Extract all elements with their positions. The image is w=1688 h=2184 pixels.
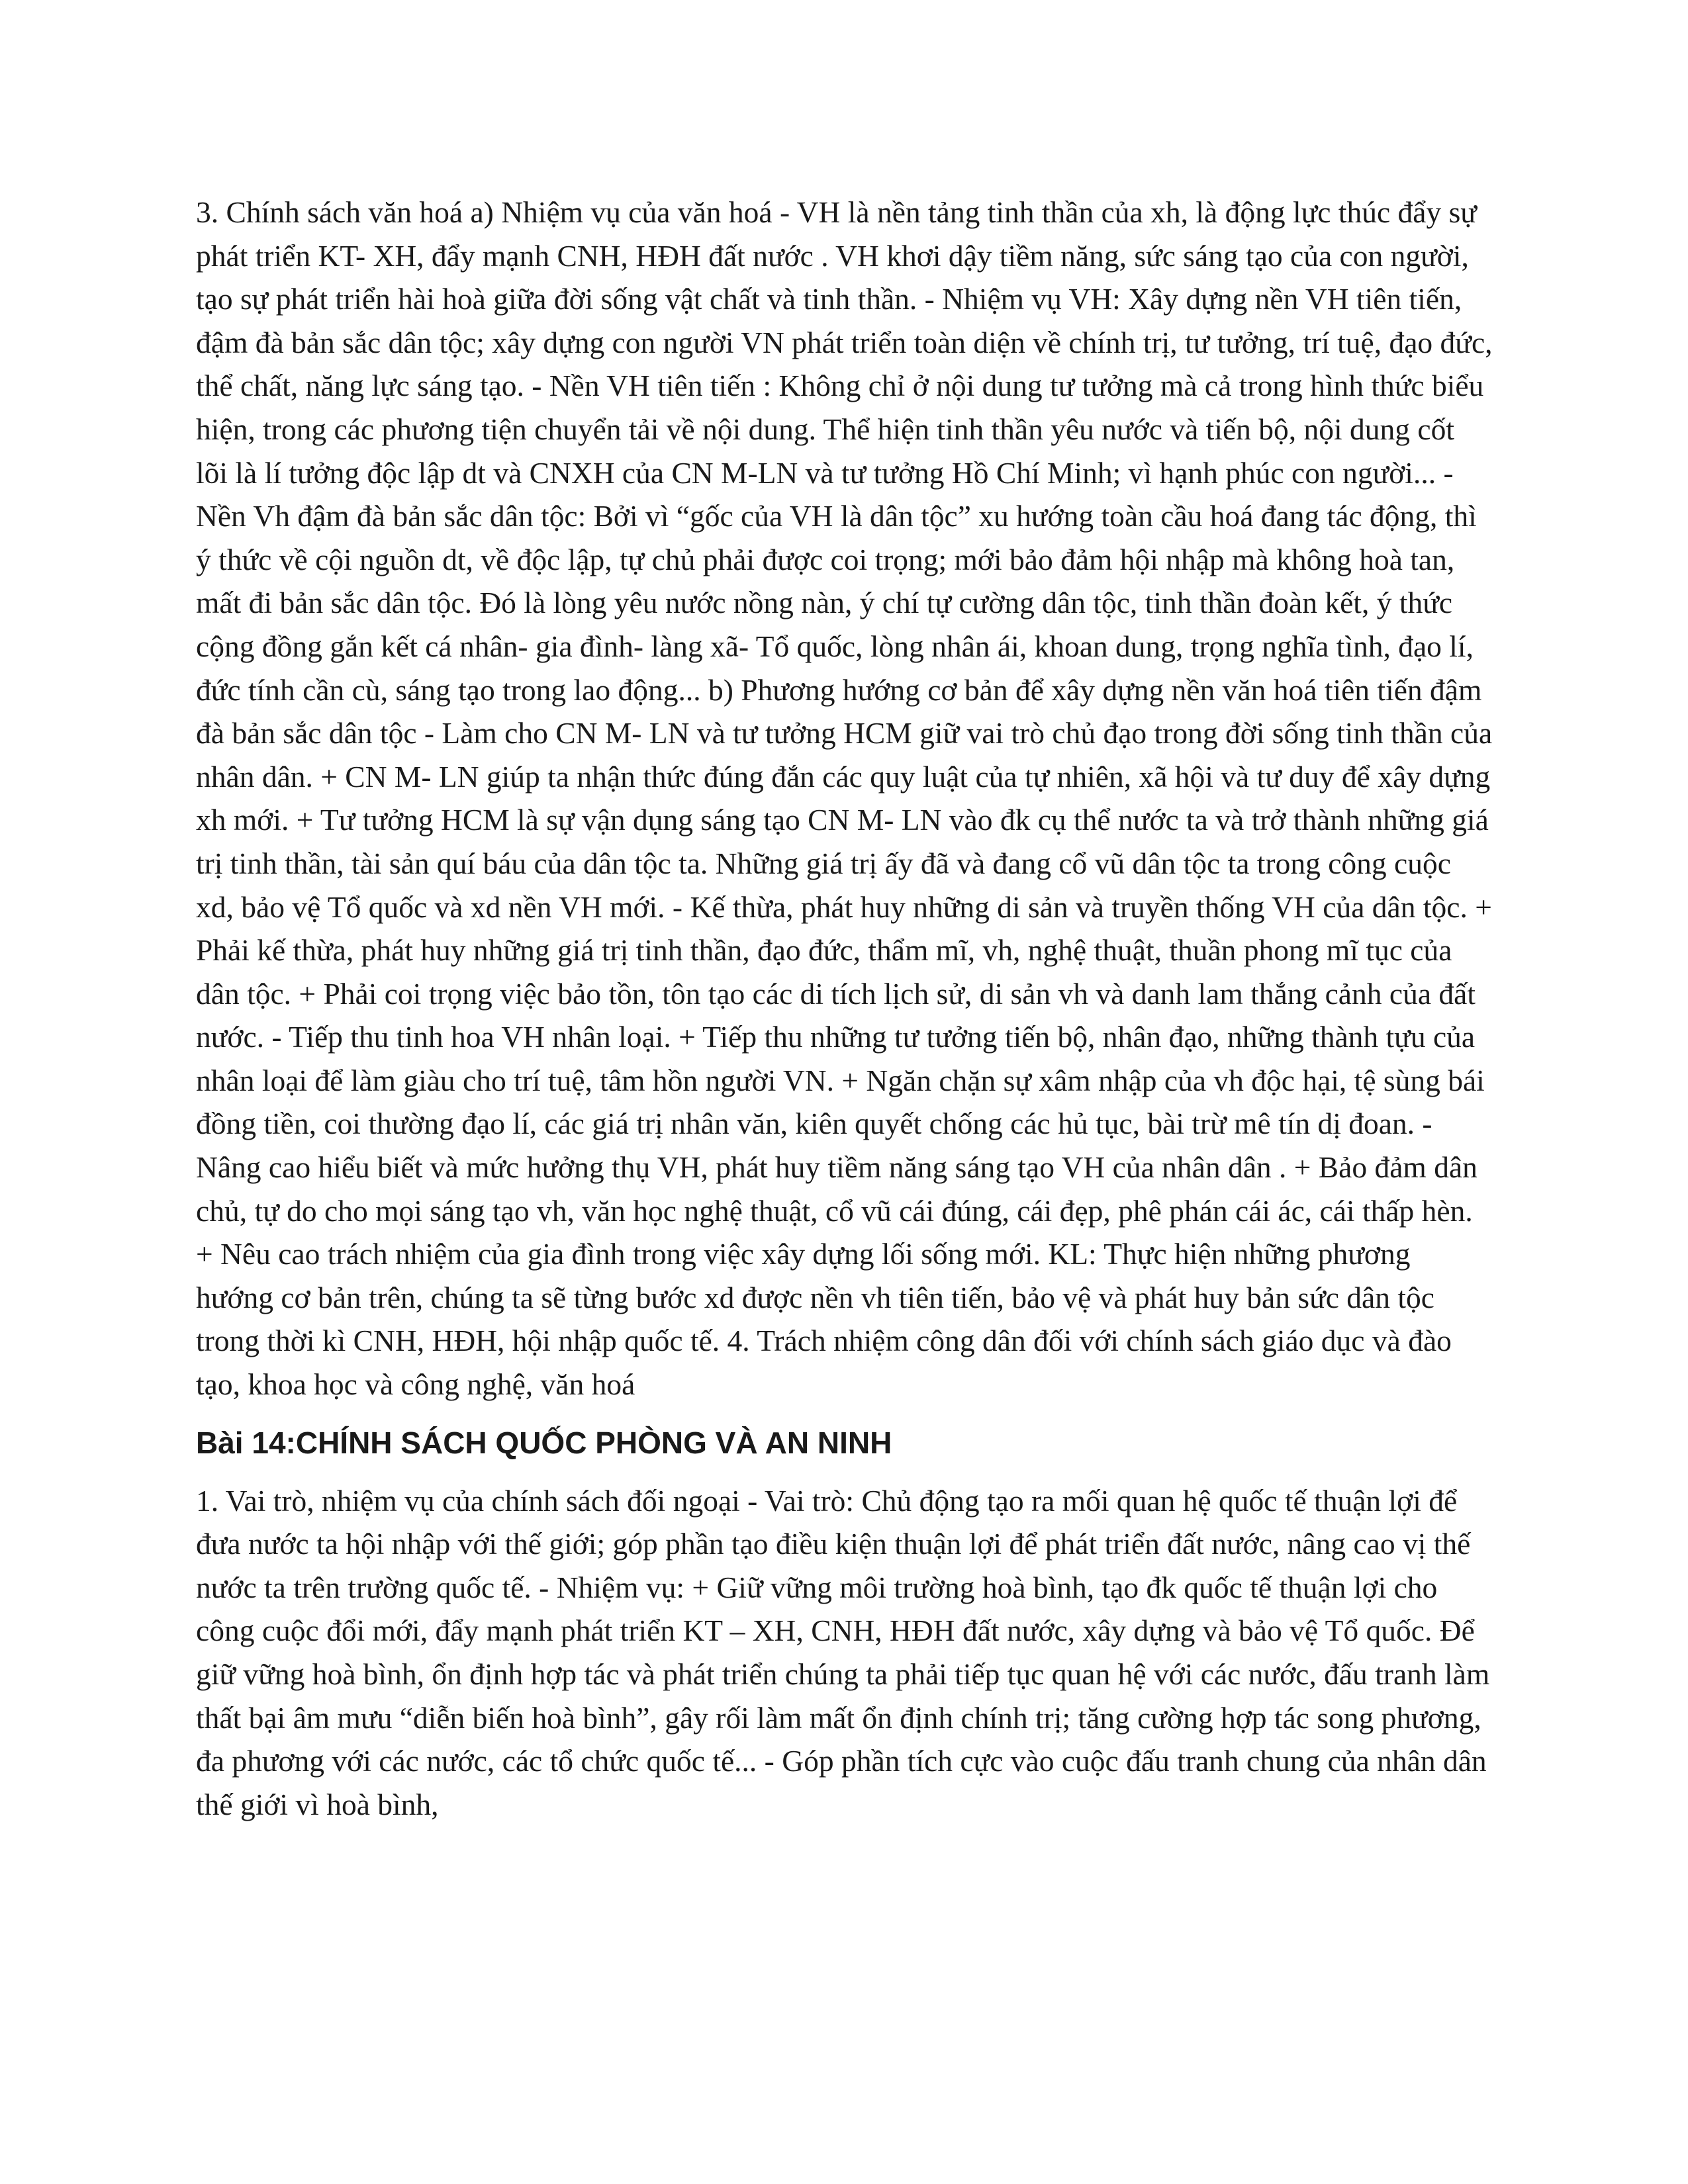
- paragraph-cultural-policy: 3. Chính sách văn hoá a) Nhiệm vụ của văn hoá - VH là nền tảng tinh thần của xh, là động lực thúc đẩy sự phát triển KT- XH, đẩy mạnh CNH, HĐH đất nước . VH khơi dậy tiềm năng, sức sáng tạo của con người, tạo sự phát triển hài hoà giữa đời sống vật chất và tinh thần. - Nhiệm vụ VH: Xây dựng nền VH tiên tiến, đậm đà bản sắc dân tộc; xây dựng con người VN phát triển toàn diện về chính trị, tư tưởng, trí tuệ, đạo đức, thể chất, năng lực sáng tạo. - Nền VH tiên tiến : Không chỉ ở nội dung tư tưởng mà cả trong hình thức biểu hiện, trong các phương tiện chuyển tải về nội dung. Thể hiện tinh thần yêu nước và tiến bộ, nội dung cốt lõi là lí tưởng độc lập dt và CNXH của CN M-LN và tư tưởng Hồ Chí Minh; vì hạnh phúc con người... - Nền Vh đậm đà bản sắc dân tộc: Bởi vì “gốc của VH là dân tộc” xu hướng toàn cầu hoá đang tác động, thì ý thức về cội nguồn dt, về độc lập, tự chủ phải được coi trọng; mới bảo đảm hội nhập mà không hoà tan, mất đi bản sắc dân tộc. Đó là lòng yêu nước nồng nàn, ý chí tự cường dân tộc, tinh thần đoàn kết, ý thức cộng đồng gắn kết cá nhân- gia đình- làng xã- Tổ quốc, lòng nhân ái, khoan dung, trọng nghĩa tình, đạo lí, đức tính cần cù, sáng tạo trong lao động... b) Phương hướng cơ bản để xây dựng nền văn hoá tiên tiến đậm đà bản sắc dân tộc - Làm cho CN M- LN và tư tưởng HCM giữ vai trò chủ đạo trong đời sống tinh thần của nhân dân. + CN M- LN giúp ta nhận thức đúng đắn các quy luật của tự nhiên, xã hội và tư duy để xây dựng xh mới. + Tư tưởng HCM là sự vận dụng sáng tạo CN M- LN vào đk cụ thể nước ta và trở thành những giá trị tinh thần, tài sản quí báu của dân tộc ta. Những giá trị ấy đã và đang cổ vũ dân tộc ta trong công cuộc xd, bảo vệ Tổ quốc và xd nền VH mới. - Kế thừa, phát huy những di sản và truyền thống VH của dân tộc. + Phải kế thừa, phát huy những giá trị tinh thần, đạo đức, thẩm mĩ, vh, nghệ thuật, thuần phong mĩ tục của dân tộc. + Phải coi trọng việc bảo tồn, tôn tạo các di tích lịch sử, di sản vh và danh lam thắng cảnh của đất nước. - Tiếp thu tinh hoa VH nhân loại. + Tiếp thu những tư tưởng tiến bộ, nhân đạo, những thành tựu của nhân loại để làm giàu cho trí tuệ, tâm hồn người VN. + Ngăn chặn sự xâm nhập của vh độc hại, tệ sùng bái đồng tiền, coi thường đạo lí, các giá trị nhân văn, kiên quyết chống các hủ tục, bài trừ mê tín dị đoan. - Nâng cao hiểu biết và mức hưởng thụ VH, phát huy tiềm năng sáng tạo VH của nhân dân . + Bảo đảm dân chủ, tự do cho mọi sáng tạo vh, văn học nghệ thuật, cổ vũ cái đúng, cái đẹp, phê phán cái ác, cái thấp hèn. + Nêu cao trách nhiệm của gia đình trong việc xây dựng lối sống mới. KL: Thực hiện những phương hướng cơ bản trên, chúng ta sẽ từng bước xd được nền vh tiên tiến, bảo vệ và phát huy bản sức dân tộc trong thời kì CNH, HĐH, hội nhập quốc tế. 4. Trách nhiệm công dân đối với chính sách giáo dục và đào tạo, khoa học và công nghệ, văn hoá: [196, 195, 1493, 1402]
- section-heading: Bài 14:CHÍNH SÁCH QUỐC PHÒNG VÀ AN NINH: [196, 1425, 892, 1460]
- paragraph-foreign-policy: 1. Vai trò, nhiệm vụ của chính sách đối ngoại - Vai trò: Chủ động tạo ra mối quan hệ quốc tế thuận lợi để đưa nước ta hội nhập với thế giới; góp phần tạo điều kiện thuận lợi để phát triển đất nước, nâng cao vị thế nước ta trên trường quốc tế. - Nhiệm vụ: + Giữ vững môi trường hoà bình, tạo đk quốc tế thuận lợi cho công cuộc đổi mới, đẩy mạnh phát triển KT – XH, CNH, HĐH đất nước, xây dựng và bảo vệ Tổ quốc. Để giữ vững hoà bình, ổn định hợp tác và phát triển chúng ta phải tiếp tục quan hệ với các nước, đấu tranh làm thất bại âm mưu “diễn biến hoà bình”, gây rối làm mất ổn định chính trị; tăng cường hợp tác song phương, đa phương với các nước, các tổ chức quốc tế... - Góp phần tích cực vào cuộc đấu tranh chung của nhân dân thế giới vì hoà bình,: [196, 1483, 1490, 1821]
- document-body: [196, 191, 1493, 1826]
